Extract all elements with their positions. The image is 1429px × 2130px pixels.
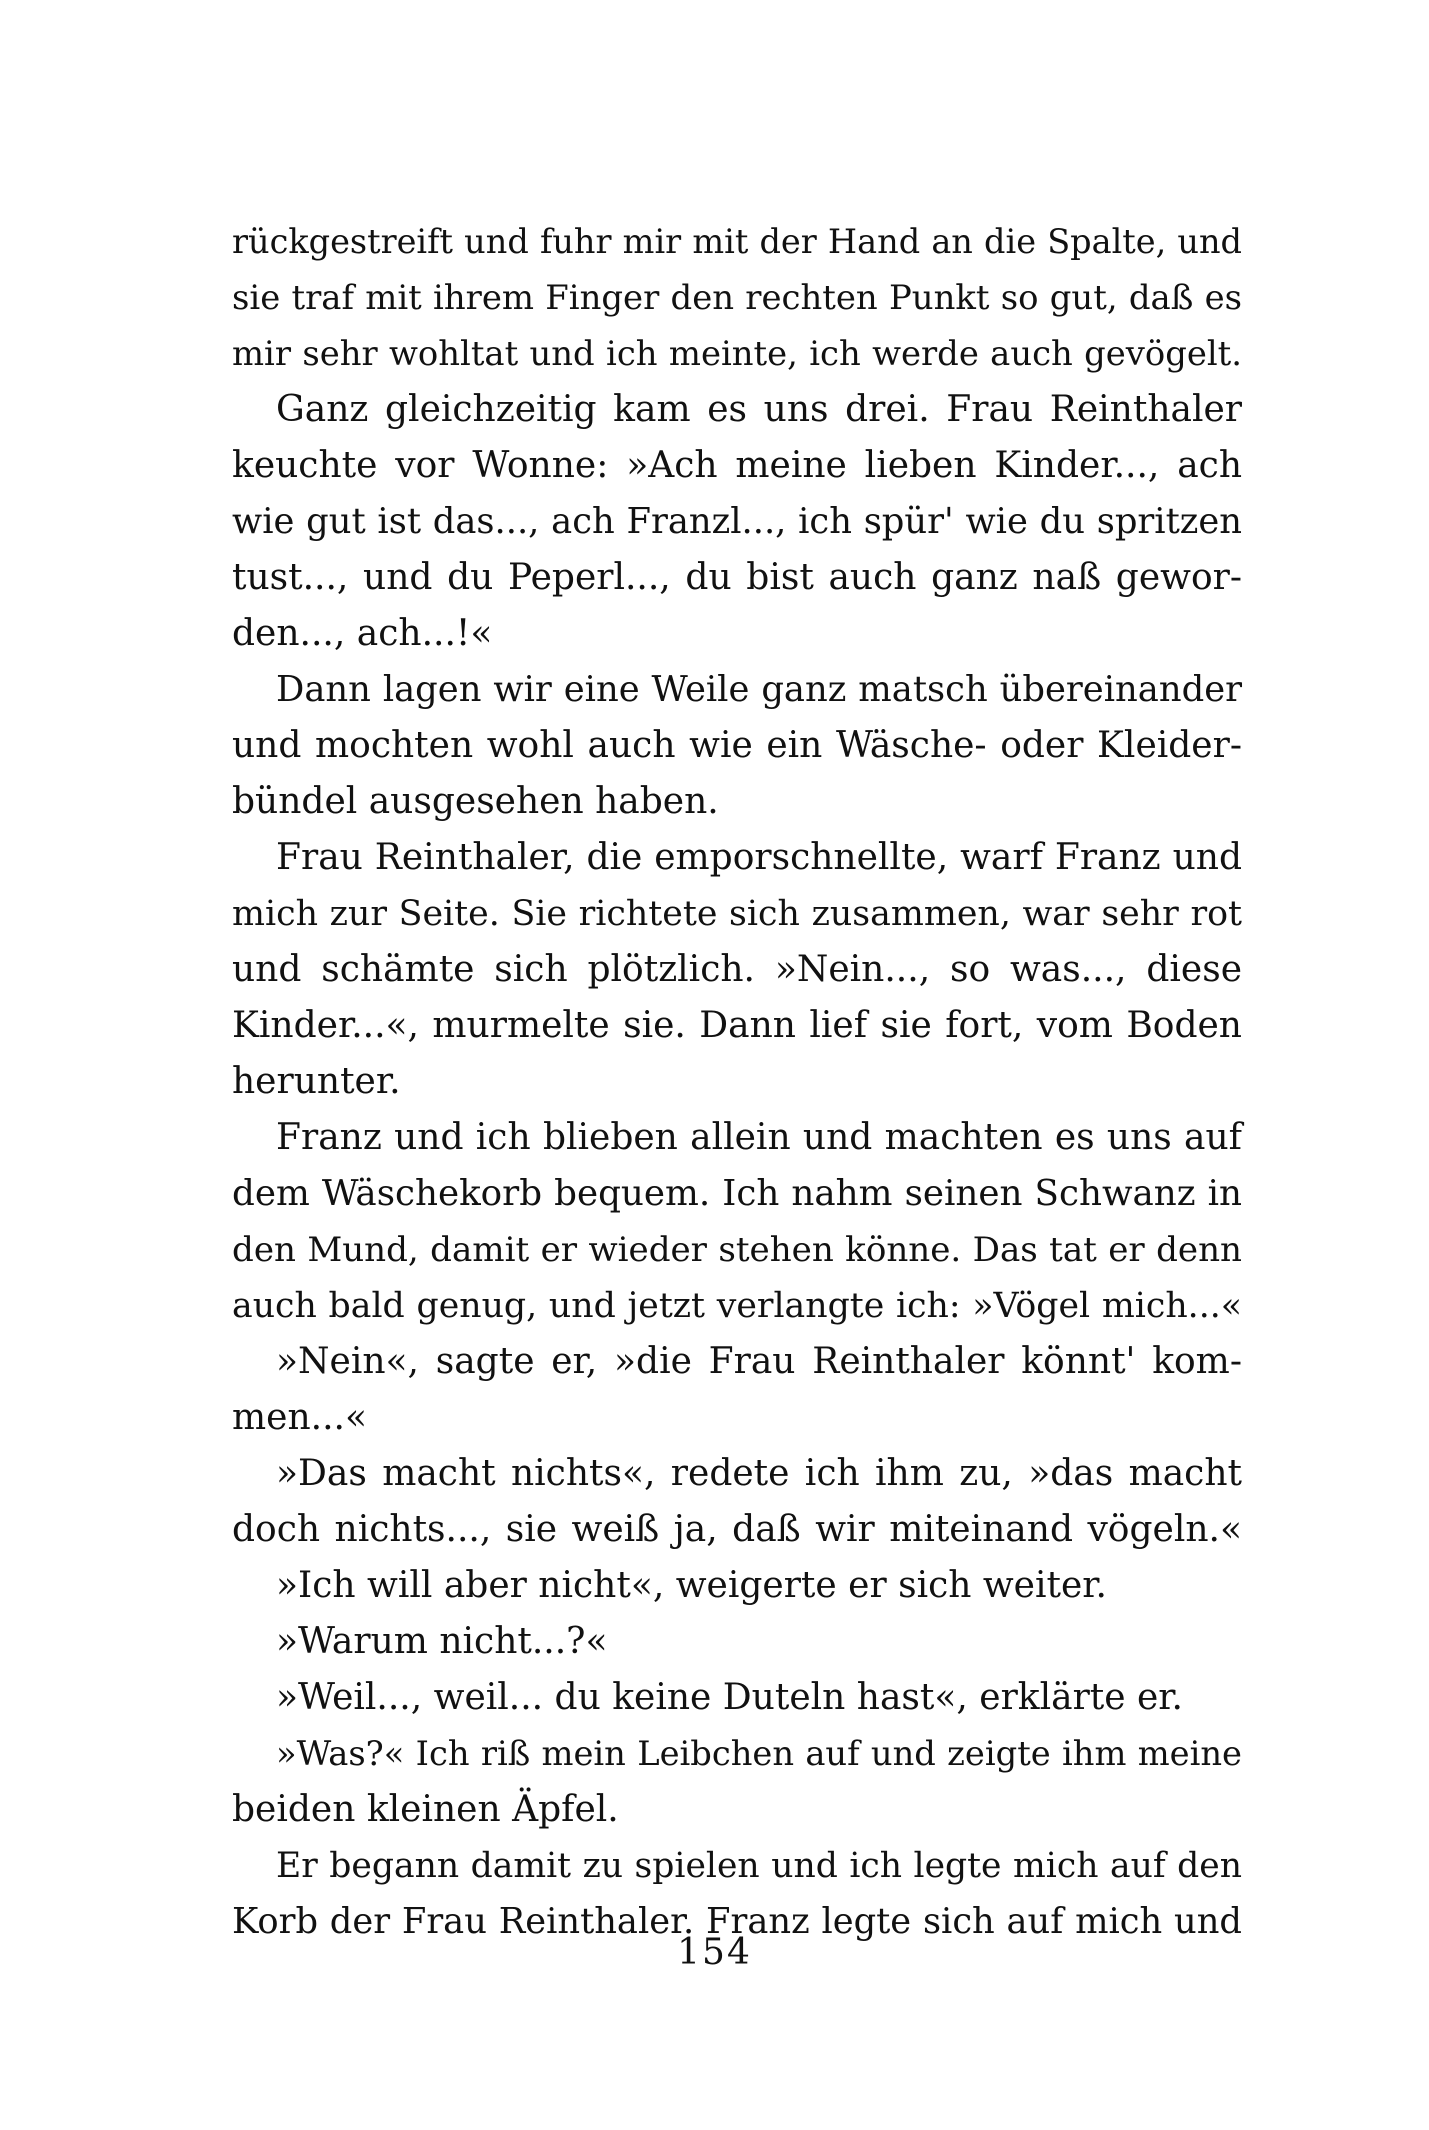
- text-line: »Ich will aber nicht«, weigerte er sich weiter.: [276, 1565, 1107, 1606]
- text-line: wie gut ist das..., ach Franzl..., ich spür' wie du spritzen: [232, 501, 1242, 542]
- text-line: den..., ach...!«: [232, 613, 493, 654]
- text-line: »Weil..., weil... du keine Duteln hast«, erklärte er.: [276, 1677, 1183, 1718]
- text-line: »Was?« Ich riß mein Leibchen auf und zeigte ihm meine: [276, 1734, 1242, 1773]
- text-line: Frau Reinthaler, die emporschnellte, warf Franz und: [276, 837, 1242, 878]
- text-line: auch bald genug, und jetzt verlangte ich: »Vögel mich...«: [232, 1286, 1242, 1326]
- text-line: den Mund, damit er wieder stehen könne. Das tat er denn: [232, 1230, 1242, 1270]
- text-line: keuchte vor Wonne: »Ach meine lieben Kinder..., ach: [232, 445, 1242, 486]
- text-line: und schämte sich plötzlich. »Nein..., so was..., diese: [232, 949, 1242, 990]
- text-line: »Nein«, sagte er, »die Frau Reinthaler könnt' kom-: [276, 1341, 1242, 1382]
- text-line: und mochten wohl auch wie ein Wäsche- oder Kleider-: [232, 725, 1242, 766]
- text-line: dem Wäschekorb bequem. Ich nahm seinen Schwanz in: [232, 1173, 1242, 1214]
- body-text: [232, 214, 1242, 1950]
- text-line: Kinder...«, murmelte sie. Dann lief sie fort, vom Boden: [232, 1005, 1242, 1046]
- text-line: herunter.: [232, 1061, 401, 1102]
- text-line: Franz und ich blieben allein und machten es uns auf: [276, 1117, 1242, 1158]
- text-line: Ganz gleichzeitig kam es uns drei. Frau Reinthaler: [276, 389, 1242, 430]
- text-line: Korb der Frau Reinthaler. Franz legte sich auf mich und: [232, 1901, 1242, 1942]
- text-line: mich zur Seite. Sie richtete sich zusammen, war sehr rot: [232, 894, 1242, 934]
- text-line: bündel ausgesehen haben.: [232, 781, 719, 822]
- page-number: 154: [677, 1932, 752, 1973]
- text-line: Dann lagen wir eine Weile ganz matsch übereinander: [276, 669, 1242, 710]
- text-line: sie traf mit ihrem Finger den rechten Punkt so gut, daß es: [232, 278, 1242, 317]
- text-line: Er begann damit zu spielen und ich legte mich auf den: [276, 1846, 1242, 1886]
- text-line: tust..., und du Peperl..., du bist auch ganz naß gewor-: [232, 557, 1242, 598]
- text-line: beiden kleinen Äpfel.: [232, 1789, 619, 1830]
- text-line: rückgestreift und fuhr mir mit der Hand an die Spalte, und: [232, 222, 1242, 261]
- text-line: »Warum nicht...?«: [276, 1621, 608, 1662]
- text-line: doch nichts..., sie weiß ja, daß wir miteinand vögeln.«: [232, 1509, 1242, 1550]
- text-line: men...«: [232, 1397, 367, 1438]
- text-line: mir sehr wohltat und ich meinte, ich werde auch gevögelt.: [232, 334, 1242, 373]
- text-line: »Das macht nichts«, redete ich ihm zu, »das macht: [276, 1453, 1242, 1494]
